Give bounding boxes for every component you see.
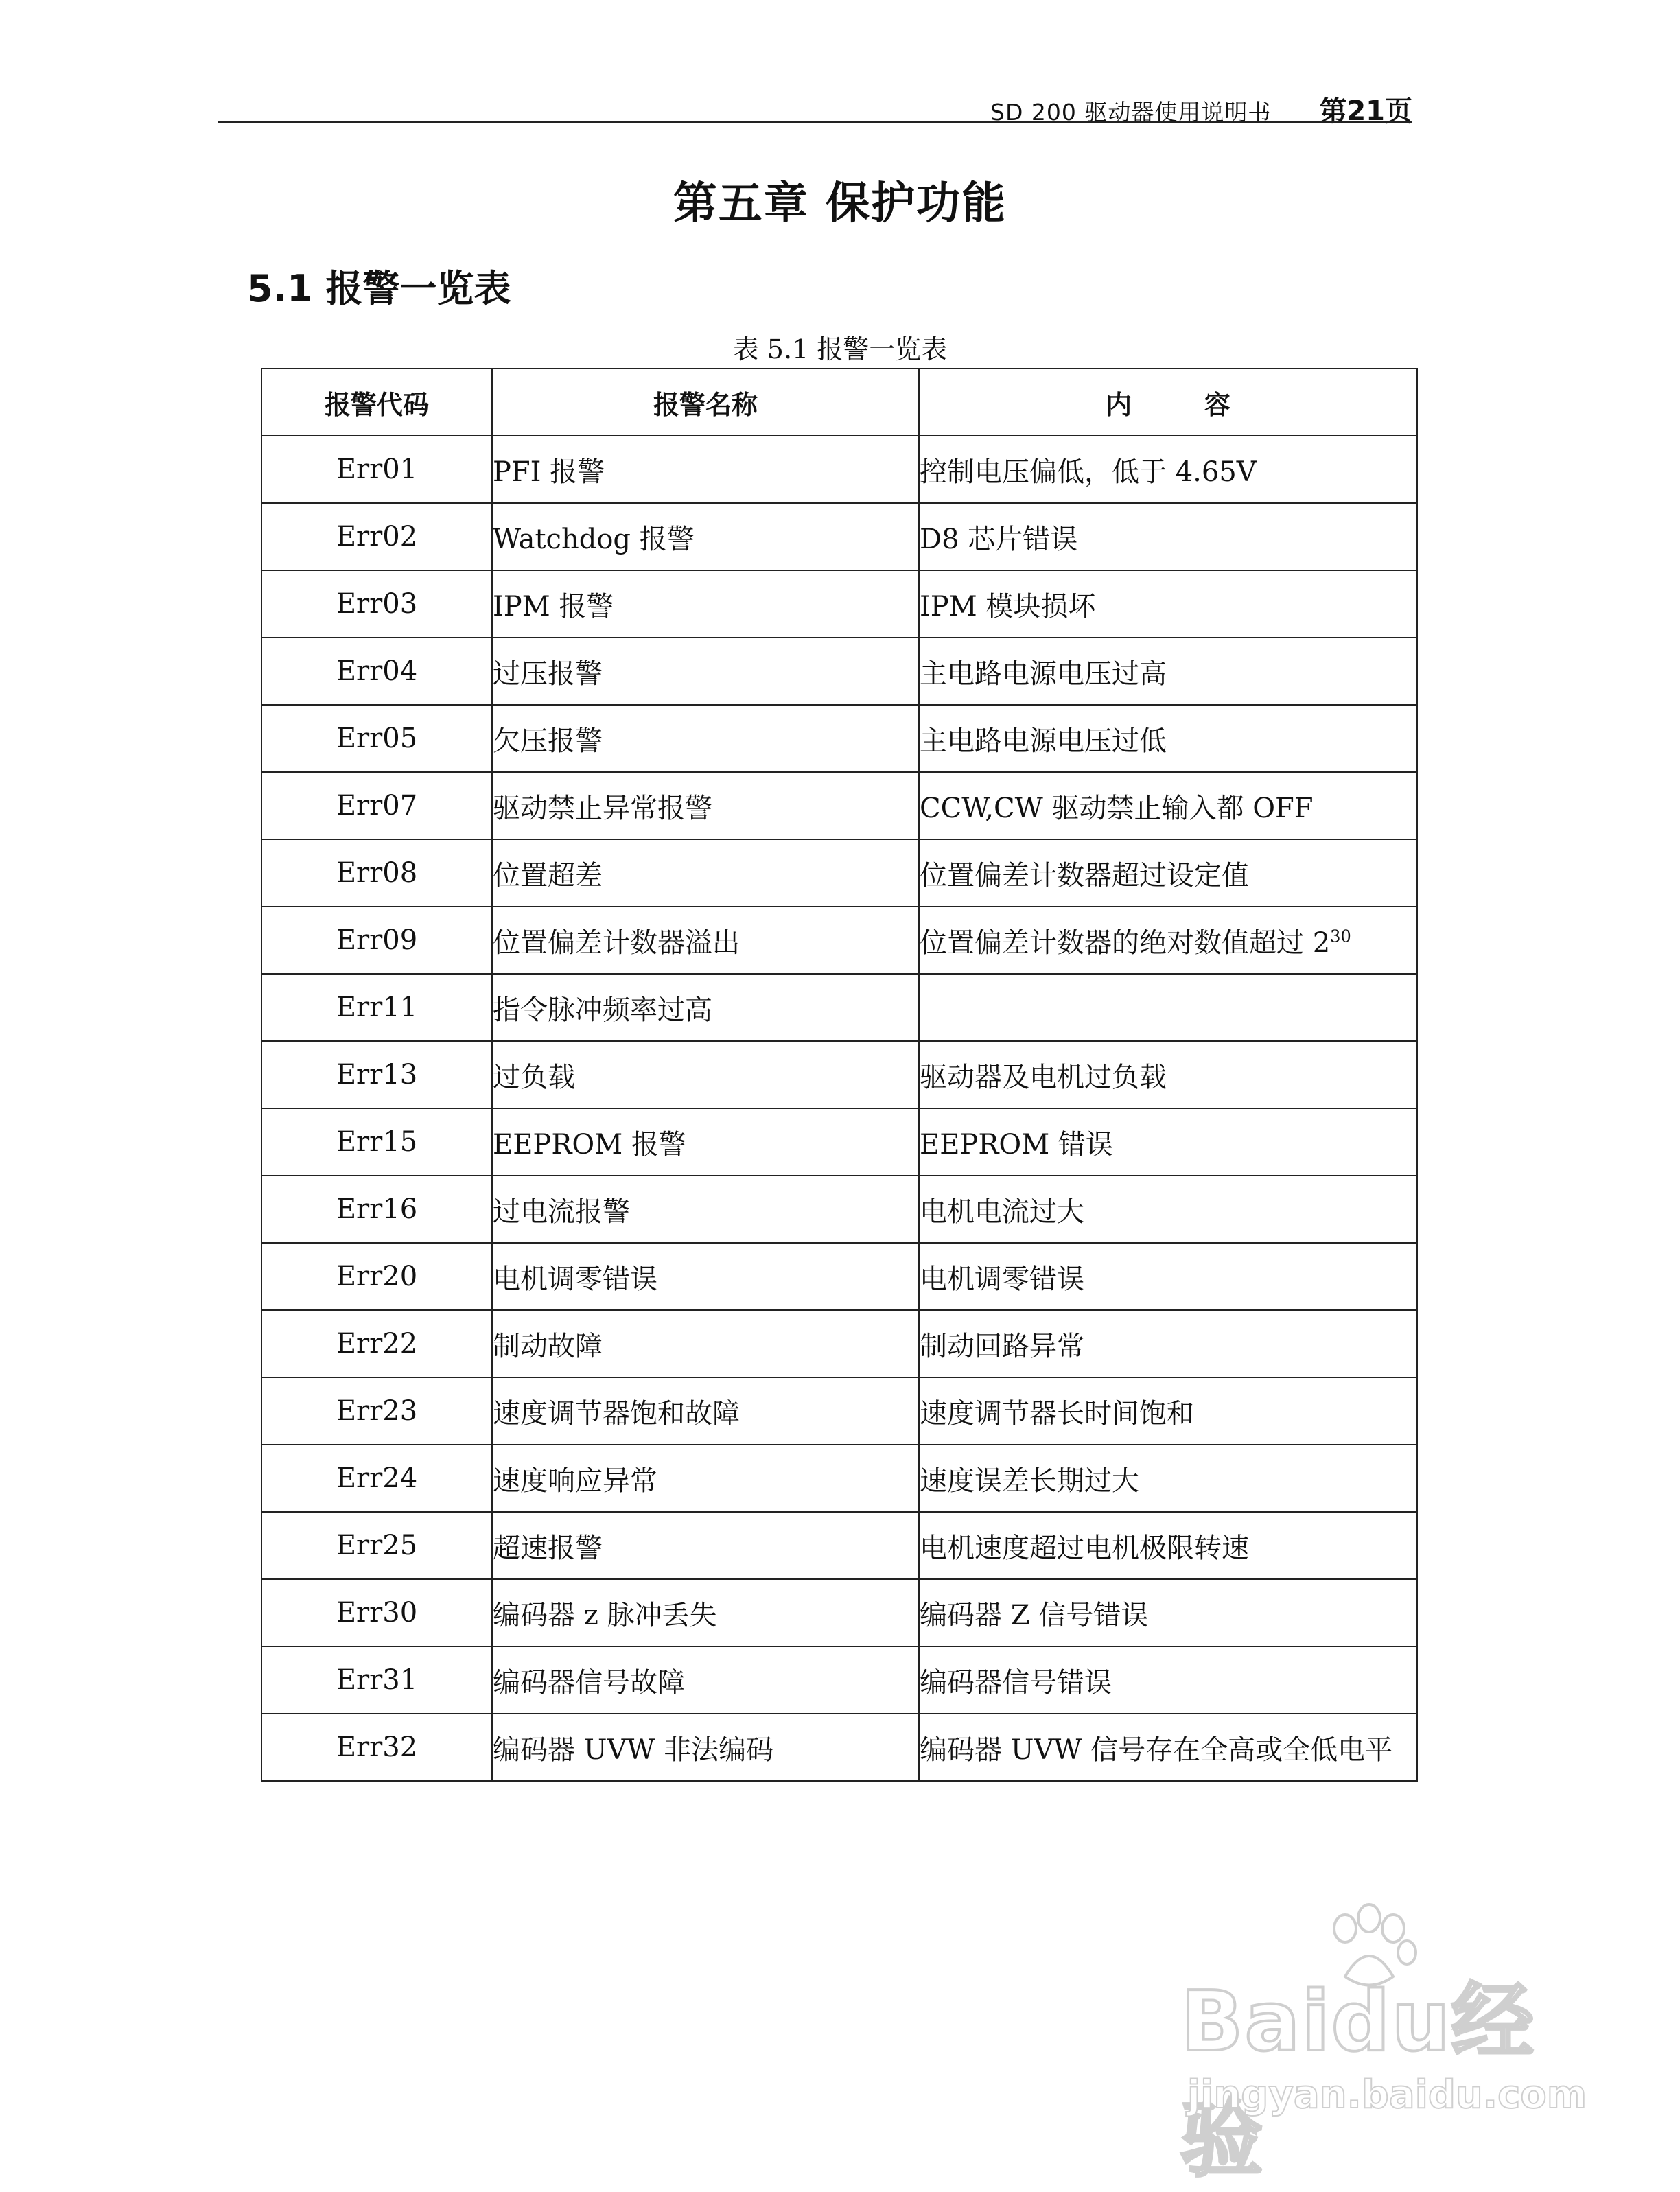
- alarm-table-body: [261, 436, 1417, 1781]
- alarm-name-cell: 过负载: [492, 1041, 919, 1108]
- table-row: [261, 503, 1417, 570]
- alarm-code-cell: Err31: [261, 1646, 492, 1714]
- alarm-content-cell: [919, 772, 1417, 839]
- alarm-code-cell: Err05: [261, 705, 492, 772]
- alarm-code-cell: Err09: [261, 907, 492, 974]
- watermark-brand: Baidu经验: [1180, 1974, 1535, 2188]
- alarm-code-cell: Err13: [261, 1041, 492, 1108]
- alarm-name-cell: 位置偏差计数器溢出: [492, 907, 919, 974]
- table-row: [261, 1579, 1417, 1646]
- table-row: [261, 1377, 1417, 1445]
- alarm-content-text: 位置偏差计数器超过设定值: [920, 859, 1249, 891]
- alarm-code-cell: Err15: [261, 1108, 492, 1176]
- alarm-name-cell: 编码器 z 脉冲丢失: [492, 1579, 919, 1646]
- alarm-content-cell: [919, 1243, 1417, 1310]
- alarm-name-cell: 速度调节器饱和故障: [492, 1377, 919, 1445]
- alarm-content-cell: [919, 705, 1417, 772]
- table-row: [261, 1512, 1417, 1579]
- alarm-name-cell: 驱动禁止异常报警: [492, 772, 919, 839]
- table-row: [261, 570, 1417, 638]
- header-content: 内 容: [919, 369, 1417, 436]
- alarm-content-cell: [919, 907, 1417, 974]
- table-row: [261, 907, 1417, 974]
- alarm-code-cell: Err24: [261, 1445, 492, 1512]
- alarm-code-cell: Err16: [261, 1176, 492, 1243]
- alarm-content-cell: [919, 1041, 1417, 1108]
- alarm-content-text: 速度误差长期过大: [920, 1465, 1139, 1497]
- section-title: 5.1 报警一览表: [247, 267, 511, 310]
- alarm-content-cell: [919, 1579, 1417, 1646]
- alarm-content-text: 控制电压偏低，低于 4.65V: [920, 456, 1257, 488]
- alarm-name-cell: 位置超差: [492, 839, 919, 907]
- alarm-content-cell: [919, 1377, 1417, 1445]
- table-row: [261, 638, 1417, 705]
- table-row: [261, 974, 1417, 1041]
- alarm-content-text: 编码器 UVW 信号存在全高或全低电平: [920, 1734, 1393, 1766]
- alarm-name-cell: 编码器 UVW 非法编码: [492, 1714, 919, 1781]
- alarm-name-cell: EEPROM 报警: [492, 1108, 919, 1176]
- baidu-watermark: [1180, 1901, 1606, 2188]
- alarm-content-text: 编码器 Z 信号错误: [920, 1599, 1149, 1631]
- alarm-content-cell: [919, 1108, 1417, 1176]
- watermark-url: jingyan.baidu.com: [1187, 2073, 1587, 2117]
- table-row: [261, 1243, 1417, 1310]
- alarm-name-cell: IPM 报警: [492, 570, 919, 638]
- alarm-content-cell: [919, 638, 1417, 705]
- alarm-content-text: 电机调零错误: [920, 1263, 1084, 1295]
- alarm-code-cell: Err11: [261, 974, 492, 1041]
- table-row: [261, 1714, 1417, 1781]
- alarm-content-text: 主电路电源电压过高: [920, 657, 1167, 690]
- alarm-name-cell: PFI 报警: [492, 436, 919, 503]
- page-number: 第21页: [1319, 95, 1412, 127]
- alarm-code-cell: Err08: [261, 839, 492, 907]
- alarm-content-text: 电机电流过大: [920, 1196, 1084, 1228]
- alarm-name-cell: 制动故障: [492, 1310, 919, 1377]
- alarm-code-cell: Err01: [261, 436, 492, 503]
- alarm-content-text: EEPROM 错误: [920, 1128, 1113, 1161]
- alarm-name-cell: 编码器信号故障: [492, 1646, 919, 1714]
- alarm-content-superscript: 30: [1330, 926, 1351, 946]
- table-row: [261, 1041, 1417, 1108]
- alarm-code-cell: Err30: [261, 1579, 492, 1646]
- alarm-content-text: 位置偏差计数器的绝对数值超过 2: [920, 926, 1331, 959]
- header-alarm-name: 报警名称: [492, 369, 919, 436]
- alarm-table: [261, 368, 1418, 1782]
- table-header-row: [261, 369, 1417, 436]
- table-row: [261, 839, 1417, 907]
- alarm-content-text: 主电路电源电压过低: [920, 725, 1167, 757]
- alarm-content-text: D8 芯片错误: [920, 523, 1078, 555]
- alarm-content-text: 驱动器及电机过负载: [920, 1061, 1167, 1093]
- alarm-code-cell: Err25: [261, 1512, 492, 1579]
- alarm-code-cell: Err03: [261, 570, 492, 638]
- alarm-name-cell: 过电流报警: [492, 1176, 919, 1243]
- table-row: [261, 1646, 1417, 1714]
- table-row: [261, 772, 1417, 839]
- alarm-code-cell: Err04: [261, 638, 492, 705]
- alarm-content-text: CCW,CW 驱动禁止输入都 OFF: [920, 792, 1314, 824]
- table-row: [261, 1445, 1417, 1512]
- table-row: [261, 705, 1417, 772]
- chapter-title: 第五章 保护功能: [673, 178, 1007, 229]
- alarm-code-cell: Err20: [261, 1243, 492, 1310]
- alarm-code-cell: Err22: [261, 1310, 492, 1377]
- alarm-name-cell: 欠压报警: [492, 705, 919, 772]
- table-row: [261, 436, 1417, 503]
- alarm-name-cell: 超速报警: [492, 1512, 919, 1579]
- alarm-content-text: IPM 模块损坏: [920, 590, 1096, 622]
- alarm-name-cell: Watchdog 报警: [492, 503, 919, 570]
- table-row: [261, 1176, 1417, 1243]
- alarm-content-cell: [919, 1714, 1417, 1781]
- header-divider: [218, 121, 1412, 123]
- alarm-content-text: 制动回路异常: [920, 1330, 1084, 1362]
- alarm-content-cell: [919, 974, 1417, 1041]
- alarm-content-cell: [919, 1176, 1417, 1243]
- alarm-content-text: 电机速度超过电机极限转速: [920, 1532, 1249, 1564]
- table-caption: 表 5.1 报警一览表: [732, 334, 948, 364]
- alarm-code-cell: Err32: [261, 1714, 492, 1781]
- alarm-name-cell: 电机调零错误: [492, 1243, 919, 1310]
- alarm-name-cell: 过压报警: [492, 638, 919, 705]
- alarm-content-cell: [919, 1445, 1417, 1512]
- alarm-content-cell: [919, 503, 1417, 570]
- document-title: SD 200 驱动器使用说明书: [990, 99, 1272, 126]
- alarm-content-text: 编码器信号错误: [920, 1666, 1112, 1699]
- alarm-content-cell: [919, 839, 1417, 907]
- alarm-name-cell: 速度响应异常: [492, 1445, 919, 1512]
- alarm-content-text: 速度调节器长时间饱和: [920, 1397, 1194, 1430]
- header-alarm-code: 报警代码: [261, 369, 492, 436]
- alarm-content-cell: [919, 570, 1417, 638]
- alarm-code-cell: Err07: [261, 772, 492, 839]
- alarm-name-cell: 指令脉冲频率过高: [492, 974, 919, 1041]
- alarm-code-cell: Err23: [261, 1377, 492, 1445]
- table-row: [261, 1108, 1417, 1176]
- alarm-content-cell: [919, 436, 1417, 503]
- alarm-content-cell: [919, 1512, 1417, 1579]
- alarm-content-cell: [919, 1646, 1417, 1714]
- table-row: [261, 1310, 1417, 1377]
- alarm-content-cell: [919, 1310, 1417, 1377]
- alarm-code-cell: Err02: [261, 503, 492, 570]
